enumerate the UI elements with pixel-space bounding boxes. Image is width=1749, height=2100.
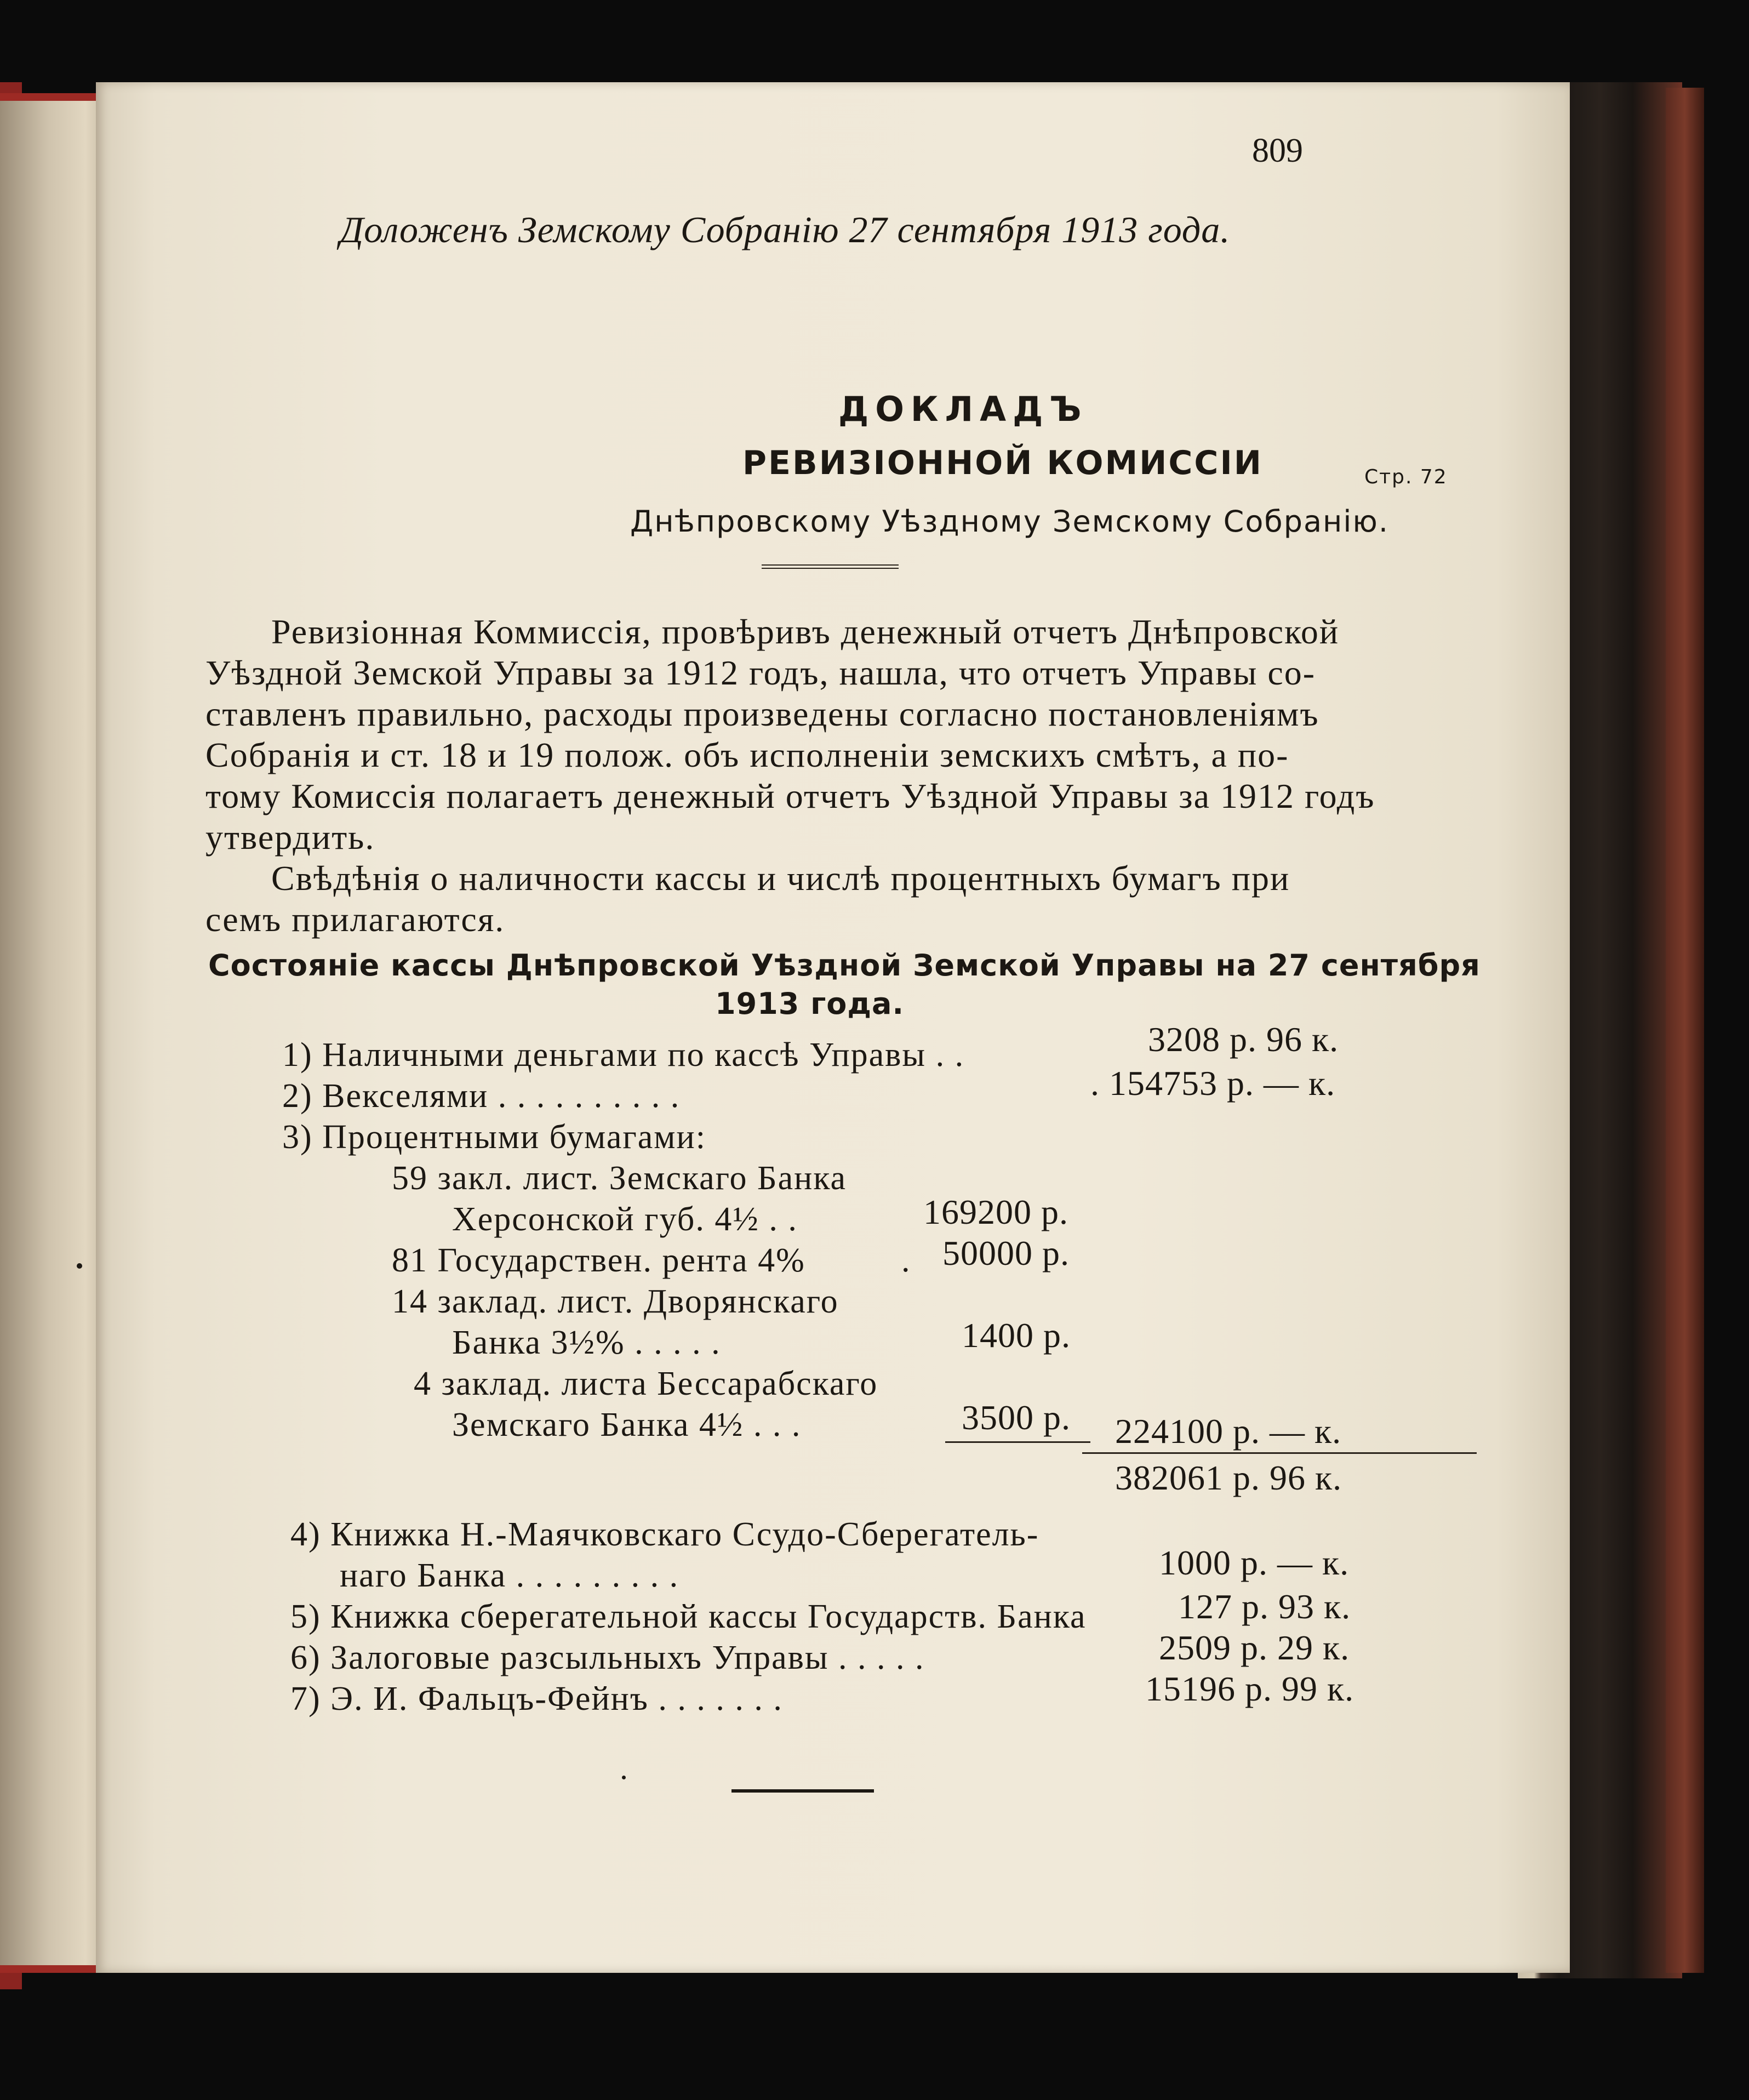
section-heading-date: 1913 года. [715, 986, 904, 1021]
report-subtitle: РЕВИЗІОННОЙ КОМИССІИ [742, 444, 1263, 482]
paragraph-line: Свѣдѣнія о наличности кассы и числѣ процентныхъ бумагъ при [271, 859, 1290, 898]
state-bank-book-label: 5) Книжка сберегательной кассы Государств. Банка [290, 1598, 1087, 1635]
security-amount: 169200 р. [923, 1192, 1068, 1231]
falz-fein-amount: 15196 р. 99 к. [1145, 1669, 1354, 1708]
paragraph-line: тому Комиссія полагаетъ денежный отчетъ Уѣздной Управы за 1912 годъ [205, 777, 1375, 815]
paragraph-line: утвердить. [205, 818, 375, 857]
bills-item-amount: . 154753 р. — к. [1090, 1064, 1336, 1103]
security-line: Херсонской губ. 4½ . . [452, 1201, 798, 1238]
right-cover-edge [1666, 88, 1704, 1973]
closing-rule [731, 1789, 874, 1793]
security-underline [945, 1441, 1090, 1443]
security-line: 14 заклад. лист. Дворянскаго [392, 1283, 839, 1320]
page-number: 809 [1252, 132, 1303, 169]
securities-subtotal: 224100 р. — к. [1115, 1412, 1342, 1451]
deposits-label: 6) Залоговые разсыльныхъ Управы . . . . . [290, 1639, 925, 1676]
bills-item-label: 2) Векселями . . . . . . . . . . [282, 1077, 681, 1115]
paragraph-line: ставленъ правильно, расходы произведены согласно постановленіямъ [205, 694, 1319, 733]
state-bank-book-amount: 127 р. 93 к. [1178, 1587, 1351, 1626]
security-line: Банка 3½% . . . . . [452, 1324, 721, 1361]
margin-page-reference: Стр. 72 [1364, 466, 1448, 488]
deposited-note: Доложенъ Земскому Собранію 27 сентября 1913 года. [340, 209, 1231, 250]
report-addressee: Днѣпровскому Уѣздному Земскому Собранію. [630, 504, 1389, 539]
ink-speck [622, 1776, 626, 1779]
ink-speck [77, 1263, 82, 1269]
security-line: 59 закл. лист. Земскаго Банка [392, 1160, 847, 1197]
right-page [96, 82, 1570, 1973]
falz-fein-label: 7) Э. И. Фальцъ-Фейнъ . . . . . . . [290, 1680, 783, 1717]
title-divider [762, 564, 899, 569]
security-line: Земскаго Банка 4½ . . . [452, 1406, 802, 1443]
security-amount: 1400 р. [962, 1316, 1071, 1355]
section-heading: Состояніе кассы Днѣпровской Уѣздной Земской Управы на 27 сентября [208, 948, 1481, 983]
paragraph-line: семъ прилагаются. [205, 900, 505, 939]
security-amount: 3500 р. [962, 1398, 1071, 1437]
cash-item-amount: 3208 р. 96 к. [1148, 1020, 1339, 1059]
grand-total: 382061 р. 96 к. [1115, 1458, 1342, 1497]
security-dots: . [901, 1242, 911, 1279]
security-line: 4 заклад. листа Бессарабскаго [414, 1365, 878, 1402]
savings-book-label: наго Банка . . . . . . . . . [340, 1557, 679, 1594]
subtotal-rule [1082, 1452, 1477, 1454]
paragraph-line: Уѣздной Земской Управы за 1912 годъ, нашла, что отчетъ Управы со- [205, 653, 1316, 692]
report-title: ДОКЛАДЪ [838, 389, 1088, 429]
deposits-amount: 2509 р. 29 к. [1159, 1628, 1350, 1667]
securities-item-label: 3) Процентными бумагами: [282, 1119, 706, 1156]
left-page-fragment [0, 93, 107, 1973]
cash-item-label: 1) Наличными деньгами по кассѣ Управы . . [282, 1036, 965, 1074]
savings-book-amount: 1000 р. — к. [1159, 1543, 1350, 1582]
security-line: 81 Государствен. рента 4% [392, 1242, 805, 1279]
savings-book-label: 4) Книжка Н.-Маячковскаго Ссудо-Сберегатель- [290, 1516, 1039, 1553]
security-amount: 50000 р. [942, 1234, 1070, 1272]
paragraph-line: Ревизіонная Коммиссія, провѣривъ денежный отчетъ Днѣпровской [271, 612, 1340, 651]
paragraph-line: Собранія и ст. 18 и 19 полож. объ исполненіи земскихъ смѣтъ, а по- [205, 735, 1289, 774]
